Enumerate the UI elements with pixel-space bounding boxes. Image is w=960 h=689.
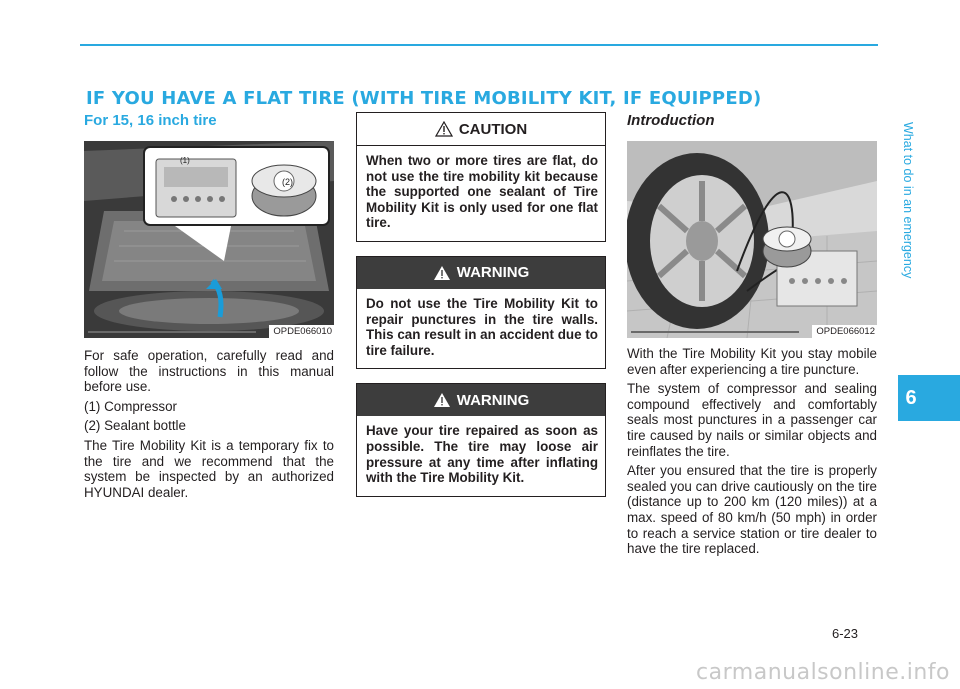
paragraph: The system of compressor and sealing compound effectively and comfortably seals most punctures in a passenger car tire caused by nails or similar objects and reinflates the tire. (627, 381, 877, 459)
svg-text:(2): (2) (282, 177, 293, 187)
page-number: 6-23 (832, 626, 859, 641)
list-item: (2) Sealant bottle (84, 418, 186, 434)
warning-text: Do not use the Tire Mobility Kit to repair punctures in the tire walls. This can result in an accident due to tire failure. (366, 295, 598, 358)
caution-triangle-icon (435, 121, 453, 137)
caution-text: When two or more tires are flat, do not use the tire mobility kit because the supported one sealant of Tire Mobility Kit is only used for one flat tire. (366, 153, 598, 231)
warning-box (356, 383, 606, 496)
warning-triangle-icon (433, 265, 451, 281)
list-item: (1) Compressor (84, 398, 178, 414)
figure-code: OPDE066012 (812, 325, 877, 338)
figure-rule (631, 331, 799, 333)
trunk-illustration (84, 141, 334, 338)
caution-box (356, 112, 606, 242)
chapter-title: What to do in an emergency (901, 121, 915, 279)
paragraph: After you ensured that the tire is properly sealed you can drive cautiously on the tire (distance up to 200 km (120 miles)) at a max. speed of 80 km/h (50 mph) in order to reach a service station or tire dealer to have the tire replaced. (627, 463, 877, 557)
section-title: IF YOU HAVE A FLAT TIRE (WITH TIRE MOBILITY KIT, IF EQUIPPED) (86, 88, 762, 109)
figure-rule (88, 331, 256, 333)
warning-text: Have your tire repaired as soon as possible. The tire may loose air pressure at any time after inflating with the Tire Mobility Kit. (366, 423, 598, 486)
middle-column (356, 112, 606, 511)
caution-title: CAUTION (458, 120, 528, 138)
tire-kit-figure (627, 141, 877, 338)
chapter-tab (898, 375, 960, 421)
figure-code: OPDE066010 (269, 325, 334, 338)
chapter-number: 6 (905, 386, 917, 409)
warning-triangle-icon (433, 392, 451, 408)
paragraph: With the Tire Mobility Kit you stay mobile even after experiencing a tire puncture. (627, 346, 877, 377)
paragraph: The Tire Mobility Kit is a temporary fix to the tire and we recommend that the system be inspected by an authorized HYUNDAI dealer. (84, 437, 334, 500)
warning-header (357, 257, 605, 289)
introduction-heading: Introduction (627, 112, 715, 129)
left-column (84, 112, 334, 504)
trunk-kit-figure (84, 141, 334, 338)
header-rule (80, 44, 878, 46)
warning-title: WARNING (456, 264, 530, 282)
svg-text:(1): (1) (180, 156, 190, 165)
paragraph: For safe operation, carefully read and follow the instructions in this manual before use. (84, 348, 334, 395)
caution-header (357, 113, 605, 146)
tire-size-heading: For 15, 16 inch tire (84, 112, 217, 129)
tire-inflation-illustration (627, 141, 877, 338)
right-column (627, 112, 877, 561)
watermark: carmanualsonline.info (696, 660, 950, 685)
warning-box (356, 256, 606, 369)
warning-title: WARNING (456, 391, 530, 409)
warning-header (357, 384, 605, 416)
